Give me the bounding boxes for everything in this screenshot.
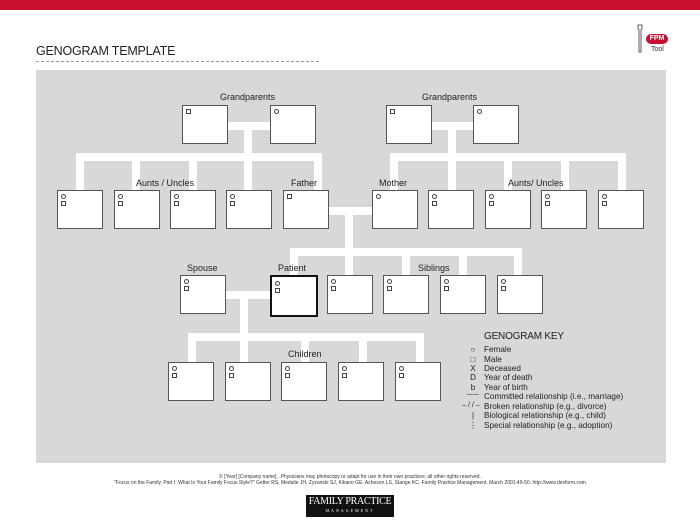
female-icon: ○ [470,345,476,354]
box-patient[interactable] [270,275,318,317]
female-icon [602,194,607,199]
female-icon [489,194,494,199]
label-spouse: Spouse [187,263,218,273]
female-icon [61,194,66,199]
connector [188,333,196,362]
key-title: GENOGRAM KEY [484,331,564,342]
citation-line: "Focus on the Family, Part I: What Is Your Family Focus Style?" Getter RS, Medalie JH, Zyzanski SJ, Kikano GE, Acheson LS, Stange KC. Family Practice Management. March 2001:49-50. http://www.dexform.com [114,480,586,486]
label-grandparents-maternal: Grandparents [422,92,478,102]
box-child[interactable] [395,362,441,401]
wrench-icon [636,24,644,54]
fpm-tool-logo [634,22,674,56]
label-aunts-uncles-paternal: Aunts / Uncles [136,178,195,188]
connector [76,153,322,161]
female-icon [477,109,482,114]
box-child[interactable] [168,362,214,401]
tool-label: Tool [651,46,664,53]
page-title: GENOGRAM TEMPLATE [36,44,176,58]
birth-year-icon: b [470,382,476,392]
male-icon [118,201,123,206]
label-mother: Mother [379,178,408,188]
connector [345,207,353,252]
box-aunt-uncle[interactable] [57,190,103,229]
male-icon [489,201,494,206]
male-icon [432,201,437,206]
male-icon [545,201,550,206]
male-icon [172,373,177,378]
box-child[interactable] [281,362,327,401]
death-year-icon: D [470,373,476,382]
female-icon [274,109,279,114]
female-icon [342,366,347,371]
family-practice-management-logo: FAMILY PRACTICE MANAGEMENT [306,495,394,517]
copyright-line: © [Year] [Company name].. Physicians may photocopy or adapt for use in their own practices; all other rights reserved. [219,474,481,480]
male-icon [342,373,347,378]
box-aunt-uncle[interactable] [598,190,644,229]
connector [240,291,248,338]
box-spouse[interactable] [180,275,226,314]
box-child[interactable] [338,362,384,401]
female-icon [376,194,381,199]
female-icon [545,194,550,199]
box-aunt-uncle[interactable] [428,190,474,229]
connector [459,248,467,275]
connector [448,153,456,190]
connector [244,153,252,190]
female-icon [501,279,506,284]
male-icon [501,286,506,291]
solid-line-icon: —— [467,392,479,398]
deceased-icon: X [470,364,476,373]
box-aunt-uncle[interactable] [114,190,160,229]
male-icon [184,286,189,291]
female-icon [230,194,235,199]
connector [345,248,353,275]
male-icon [275,288,280,293]
label-grandparents-paternal: Grandparents [220,92,276,102]
male-icon [230,201,235,206]
female-icon [184,279,189,284]
male-icon [602,201,607,206]
female-icon [432,194,437,199]
connector [226,291,270,299]
female-icon [444,279,449,284]
female-icon [399,366,404,371]
box-aunt-uncle[interactable] [170,190,216,229]
connector [402,248,410,275]
box-father[interactable] [283,190,329,229]
male-icon [387,286,392,291]
connector [618,153,626,190]
male-icon [186,109,191,114]
connector [76,153,84,190]
box-sibling[interactable] [327,275,373,314]
label-father: Father [291,178,318,188]
box-grandmother-paternal[interactable] [270,105,316,144]
female-icon [285,366,290,371]
female-icon [172,366,177,371]
male-icon [390,109,395,114]
female-icon [387,279,392,284]
female-icon [229,366,234,371]
label-children: Children [288,349,322,359]
male-icon: □ [470,354,476,364]
male-icon [61,201,66,206]
vertical-line-icon: | [471,411,475,420]
female-icon [331,279,336,284]
box-sibling[interactable] [440,275,486,314]
box-aunt-uncle[interactable] [541,190,587,229]
box-grandfather-maternal[interactable] [386,105,432,144]
box-mother[interactable] [372,190,418,229]
box-sibling[interactable] [497,275,543,314]
male-icon [444,286,449,291]
male-icon [229,373,234,378]
female-icon [275,281,280,286]
male-icon [399,373,404,378]
connector [416,333,424,362]
box-aunt-uncle[interactable] [226,190,272,229]
broken-line-icon: – / / – [462,401,480,409]
dotted-line-icon: ⋮ [469,420,477,430]
connector [514,248,522,275]
male-icon [174,201,179,206]
label-patient: Patient [278,263,307,273]
female-icon [118,194,123,199]
label-siblings: Siblings [418,263,450,273]
title-divider [36,61,319,62]
fpm-badge: FPM [646,34,668,44]
box-sibling[interactable] [383,275,429,314]
box-grandmother-maternal[interactable] [473,105,519,144]
connector [240,333,248,362]
male-icon [285,373,290,378]
top-accent-bar [0,0,700,10]
connector [359,333,367,362]
box-grandfather-paternal[interactable] [182,105,228,144]
box-aunt-uncle[interactable] [485,190,531,229]
female-icon [174,194,179,199]
label-aunts-uncles-maternal: Aunts/ Uncles [508,178,564,188]
box-child[interactable] [225,362,271,401]
male-icon [331,286,336,291]
male-icon [287,194,292,199]
